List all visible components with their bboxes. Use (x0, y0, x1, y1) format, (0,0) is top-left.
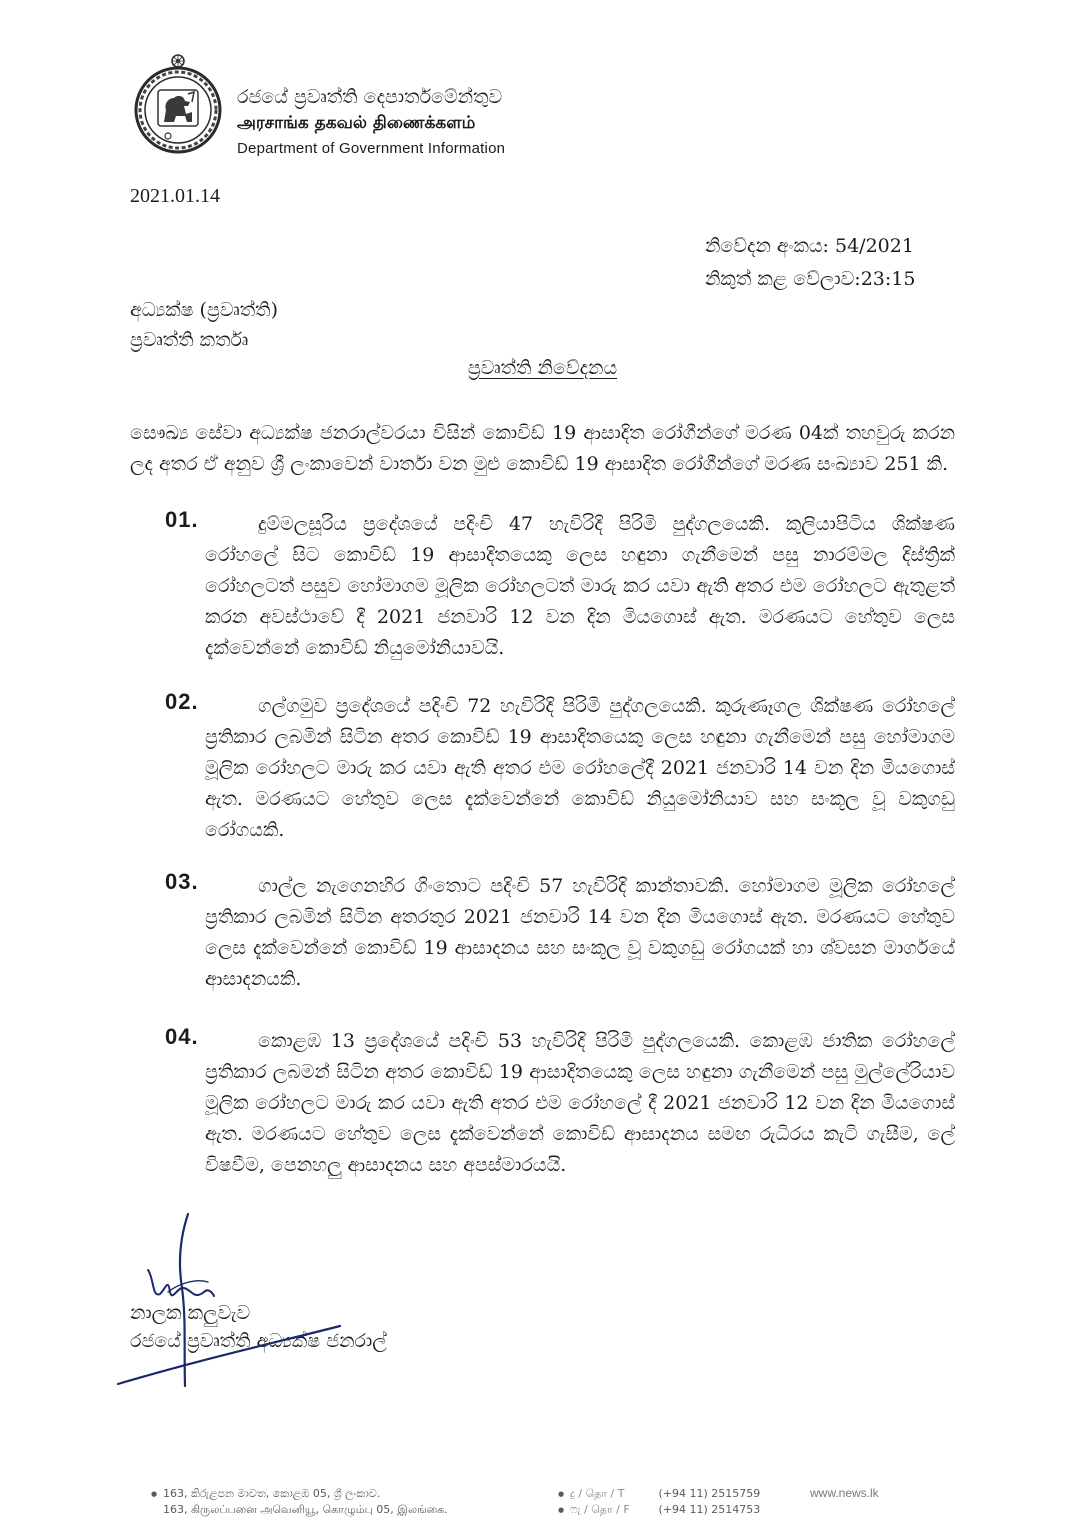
address-tamil: 163, கிருலப்பனை அவெனியூ, கொழும்பு 05, இலங்கை. (163, 1503, 448, 1516)
item-text: කොළඹ 13 ප්‍රදේශයේ පදිංචි 53 හැවිරිදි පිරිමි පුද්ගලයෙකි. කොළඹ ජාතික රෝහලේ ප්‍රතිකාර ලබමන් සිටින අතර කොවිඩ් 19 ආසාදිතයෙකු ලෙස හඳුනා ගැනීමෙන් පසු මුල්ලේරියාව මූලික රෝහලට මාරු කර යවා ඇති අතර එම රෝහලේ දී 2021 ජනවාරි 12 වන දින මියගොස් ඇත. මරණයට හේතුව ලෙස දැක්වෙන්නේ කොවිඩ් ආසාදනය සමඟ රුධිරය කැටි ගැසීම, ලේ විෂවීම, පෙනහලු ආසාදනය සහ අපස්මාරයයි. (205, 1030, 955, 1176)
recipients (130, 295, 278, 355)
website-link[interactable]: www.news.lk (810, 1486, 879, 1500)
recipient-line: ප්‍රවෘත්ති කර්තෘ (130, 329, 249, 351)
item-number: 03. (165, 869, 199, 894)
item-number: 02. (165, 689, 199, 714)
address-sinhala: ● 163, කිරුළපන මාවත, කොළඹ 05, ශ්‍රී ලංකාව. (163, 1486, 448, 1502)
reference-block (705, 230, 965, 296)
footer-address (163, 1486, 448, 1518)
death-report-item (130, 691, 955, 846)
government-emblem-icon (128, 52, 228, 156)
item-text: ගල්ගමුව ප්‍රදේශයේ පදිංචි 72 හැවිරිදි පිරිමි පුද්ගලයෙකි. කුරුණෑගල ශික්ෂණ රෝහලේ ප්‍රතිකාර ලබමින් සිටින අතර කොවිඩ් 19 ආසාදිතයෙකු ලෙස හඳුනා ගැනීමෙන් පසු හෝමාගම මූලික රෝහලට මාරු කර යවා ඇති අතර එම රෝහලේදී 2021 ජනවාරි 14 වන දින මියගොස් ඇත. මරණයට හේතුව ලෙස දැක්වෙන්නේ කොවිඩ් නියුමෝනියාව සහ සංකූල වූ වකුගඩු රෝගයකි. (205, 695, 955, 841)
intro-paragraph: සෞඛ්‍ය සේවා අධ්‍යක්ෂ ජනරාල්වරයා විසින් කොවිඩ් 19 ආසාදිත රෝගීන්ගේ මරණ 04ක් තහවුරු කරන ලද අතර ඒ අනුව ශ්‍රී ලංකාවෙන් වාර්තා වන මුළු කොවිඩ් 19 ආසාදිත රෝගීන්ගේ මරණ සංඛ්‍යාව 251 කි. (130, 422, 955, 475)
item-text: දුම්මලසූරිය ප්‍රදේශයේ පදිංචි 47 හැවිරිදි පිරිමි පුද්ගලයෙකි. කුලියාපිටිය ශික්ෂණ රෝහලේ සිට කොවිඩ් 19 ආසාදිතයෙකු ලෙස හඳුනා ගැනීමෙන් පසු නාරම්මල දිස්ත්‍රික් රෝහලටත් පසුව හෝමාගම මූලික රෝහලටත් මාරු කර යවා ඇති අතර එම රෝහලට ඇතුළත් කරන අවස්ථාවේ දී 2021 ජනවාරි 12 වන දින මියගොස් ඇත. මරණයට හේතුව ලෙස දැක්වෙන්නේ කොවිඩ් නියුමෝනියාවයි. (205, 513, 955, 659)
footer-contact (570, 1486, 760, 1518)
release-number: නිවේදන අංකය: 54/2021 (705, 235, 914, 257)
telephone-label: දු / தொ / T (570, 1487, 625, 1500)
death-report-item (130, 509, 955, 664)
letterhead-footer (0, 1486, 1080, 1526)
release-date: 2021.01.14 (130, 185, 220, 207)
document-title-text: ප්‍රවෘත්ති නිවේදනය (467, 357, 618, 379)
item-number: 04. (165, 1024, 199, 1049)
fax-number: (+94 11) 2514753 (658, 1503, 761, 1516)
signatory-name: නාලක කලුවැව (130, 1302, 251, 1324)
telephone-number: (+94 11) 2515759 (658, 1487, 761, 1500)
signatory-title: රජයේ ප්‍රවෘත්ති අධ්‍යක්ෂ ජනරාල් (130, 1330, 387, 1352)
item-text: ගාල්ල නැගෙනහිර ගිංතොට පදිංචි 57 හැවිරිදි කාන්තාවකි. හෝමාගම මූලික රෝහලේ ප්‍රතිකාර ලබමින් සිටින අතරතුර 2021 ජනවාරි 14 වන දින මියගොස් ඇත. මරණයට හේතුව ලෙස දැක්වෙන්නේ කොවිඩ් 19 ආසාදනය සහ සංකූල වූ වකුගඩු රෝගයක් හා ශ්වසන මාර්ගයේ ආසාදනයකි. (205, 875, 955, 990)
department-name-english: Department of Government Information (237, 140, 506, 157)
handwritten-signature (108, 1208, 353, 1398)
item-number: 01. (165, 507, 199, 532)
fax-line (570, 1502, 760, 1518)
release-time: නිකුත් කළ වේලාව:23:15 (705, 268, 916, 290)
death-report-item (130, 1026, 955, 1181)
department-header (237, 84, 505, 162)
department-name-tamil: அரசாங்க தகவல் திணைக்களம் (237, 113, 476, 133)
document-title (130, 357, 955, 379)
death-report-item (130, 871, 955, 995)
department-name-sinhala: රජයේ ප්‍රවෘත්ති දෙපාර්තමේන්තුව (237, 86, 503, 108)
telephone-line (570, 1486, 760, 1502)
recipient-line: අධ්‍යක්ෂ (ප්‍රවෘත්ති) (130, 299, 279, 321)
fax-label: ෆැ / தொ / F (570, 1503, 630, 1516)
